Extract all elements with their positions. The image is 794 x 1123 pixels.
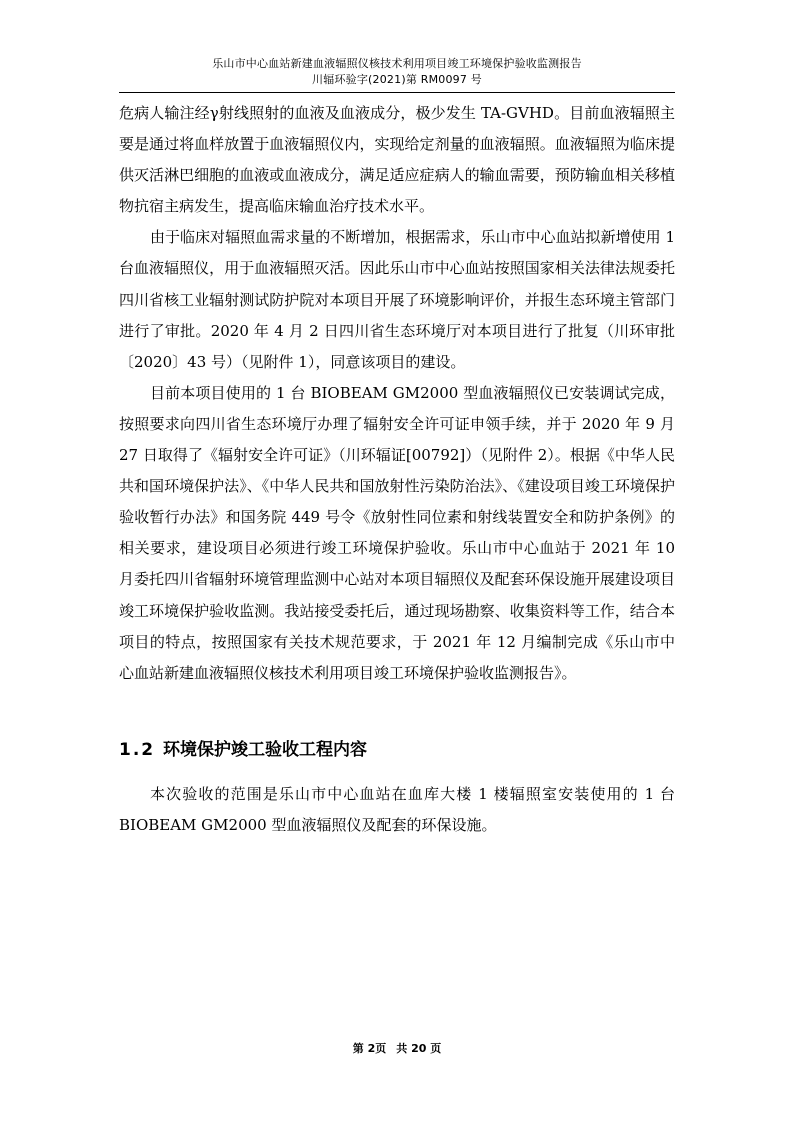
paragraph-continuation: 危病人输注经γ射线照射的血液及血液成分，极少发生 TA-GVHD。目前血液辐照主要是通过将血样放置于血液辐照仪内，实现给定剂量的血液辐照。血液辐照为临床提供灭活淋巴细胞的血液或血液成分，满足适应症病人的输血需要，预防输血相关移植物抗宿主病发生，提高临床输血治疗技术水平。 [119,104,675,216]
paragraph-current-status: 目前本项目使用的 1 台 BIOBEAM GM2000 型血液辐照仪已安装调试完成，按照要求向四川省生态环境厅办理了辐射安全许可证申领手续，并于 2020 年 9 月 27 日取得了《辐射安全许可证》（川环辐证[00792]）（见附件 2）。根据《中华人民共和国环境保护法》、《中华人民共和国放射性污染防治法》、《建设项目竣工环境保护验收暂行办法》和国务院 449 号令《放射性同位素和射线装置安全和防护条例》的相关要求，建设项目必须进行竣工环境保护验收。乐山市中心血站于 2021 年 10 月委托四川省辐射环境管理监测中心站对本项目辐照仪及配套环保设施开展建设项目竣工环境保护验收监测。我站接受委托后，通过现场勘察、收集资料等工作，结合本项目的特点，按照国家有关技术规范要求，于 2021 年 12 月编制完成《乐山市中心血站新建血液辐照仪核技术利用项目竣工环境保护验收监测报告》。 [119,383,675,682]
page-number: 第 2页 [352,1042,387,1055]
paragraph-background: 由于临床对辐照血需求量的不断增加，根据需求，乐山市中心血站拟新增使用 1 台血液辐照仪，用于血液辐照灭活。因此乐山市中心血站按照国家相关法律法规委托四川省核工业辐射测试防护院对本项目开展了环境影响评价，并报生态环境主管部门进行了审批。2020 年 4 月 2 日四川省生态环境厅对本项目进行了批复（川环审批〔2020〕43 号）（见附件 1），同意该项目的建设。 [119,228,675,371]
report-title: 乐山市中心血站新建血液辐照仪核技术利用项目竣工环境保护验收监测报告 [212,57,582,70]
page-footer [0,1041,794,1057]
section-body [119,779,675,841]
section-heading [119,736,675,764]
paragraph-scope: 本次验收的范围是乐山市中心血站在血库大楼 1 楼辐照室安装使用的 1 台 BIOBEAM GM2000 型血液辐照仪及配套的环保设施。 [119,785,675,835]
document-number: 川辐环验字(2021)第 RM0097 号 [312,73,482,86]
body-text [119,98,675,689]
section-title: 环境保护竣工验收工程内容 [163,740,367,760]
page-header [119,56,675,88]
section-number: 1.2 [119,740,156,760]
header-divider [119,92,675,93]
total-pages: 共 20 页 [396,1042,442,1055]
